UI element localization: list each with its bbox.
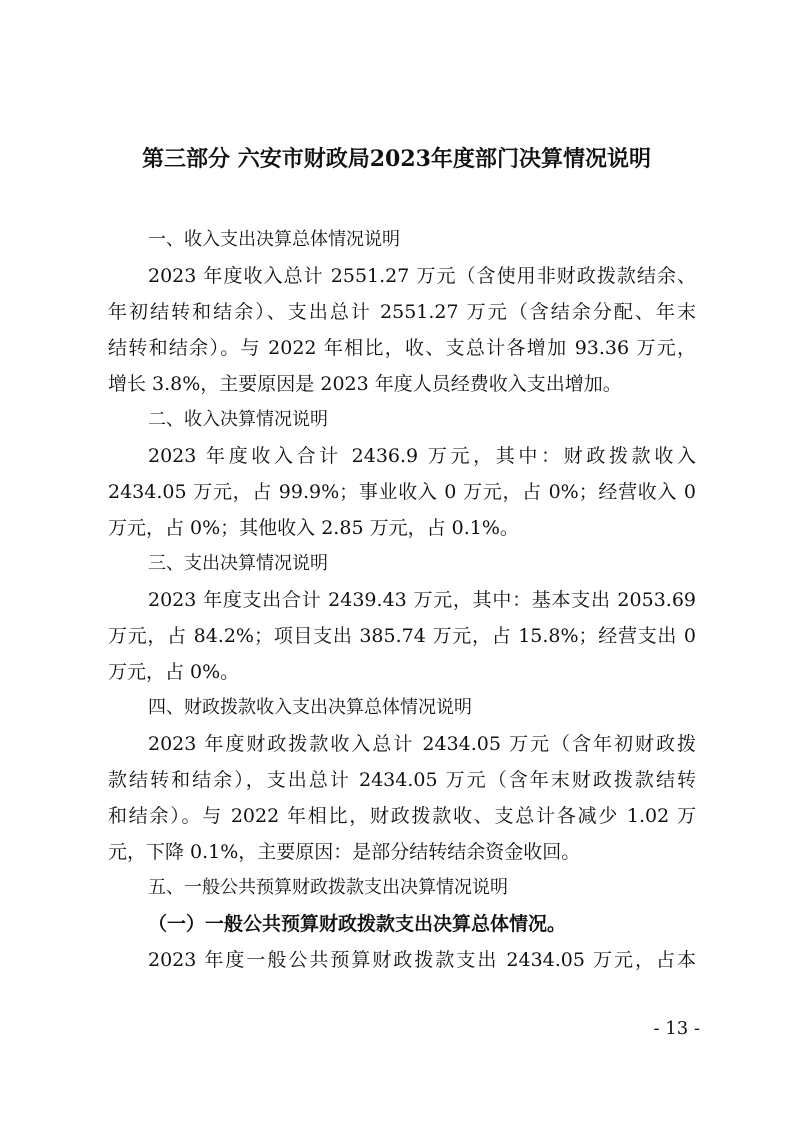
section-heading-1: 一、收入支出决算总体情况说明 [148,229,400,250]
paragraph-line: 和结余）。与 2022 年相比，财政拨款收、支总计各减少 1.02 万 [108,805,696,827]
paragraph-line: 年初结转和结余）、支出总计 2551.27 万元（含结余分配、年末 [108,301,696,323]
section-heading-3: 三、支出决算情况说明 [148,553,328,574]
paragraph-line: 款结转和结余），支出总计 2434.05 万元（含年末财政拨款结转 [108,769,696,791]
paragraph-line: 万元，占 0%；其他收入 2.85 万元，占 0.1%。 [108,517,519,539]
document-body [108,222,696,978]
paragraph-line: 万元，占 0%。 [108,661,240,683]
subsection-heading: （一）一般公共预算财政拨款支出决算总体情况。 [148,913,567,935]
paragraph-line: 2434.05 万元，占 99.9%；事业收入 0 万元，占 0%；经营收入 0 [108,481,696,503]
section-heading-2: 二、收入决算情况说明 [148,409,328,430]
paragraph-line: 2023 年度支出合计 2439.43 万元，其中：基本支出 2053.69 [148,589,696,611]
paragraph-line: 增长 3.8%，主要原因是 2023 年度人员经费收入支出增加。 [108,373,622,395]
paragraph-line: 万元，占 84.2%；项目支出 385.74 万元，占 15.8%；经营支出 0 [108,625,696,647]
paragraph-line: 2023 年度收入总计 2551.27 万元（含使用非财政拨款结余、 [148,265,696,287]
paragraph-line: 2023 年度收入合计 2436.9 万元，其中：财政拨款收入 [148,445,696,467]
section-heading-5: 五、一般公共预算财政拨款支出决算情况说明 [148,877,508,898]
paragraph-line: 2023 年度一般公共预算财政拨款支出 2434.05 万元，占本 [148,949,696,971]
document-title: 第三部分 六安市财政局2023年度部门决算情况说明 [142,146,651,172]
page-number: - 13 - [653,1018,700,1039]
paragraph-line: 2023 年度财政拨款收入总计 2434.05 万元（含年初财政拨 [148,733,696,755]
paragraph-line: 结转和结余）。与 2022 年相比，收、支总计各增加 93.36 万元， [108,337,696,359]
paragraph-line: 元，下降 0.1%，主要原因：是部分结转结余资金收回。 [108,841,581,863]
section-heading-4: 四、财政拨款收入支出决算总体情况说明 [148,697,472,718]
